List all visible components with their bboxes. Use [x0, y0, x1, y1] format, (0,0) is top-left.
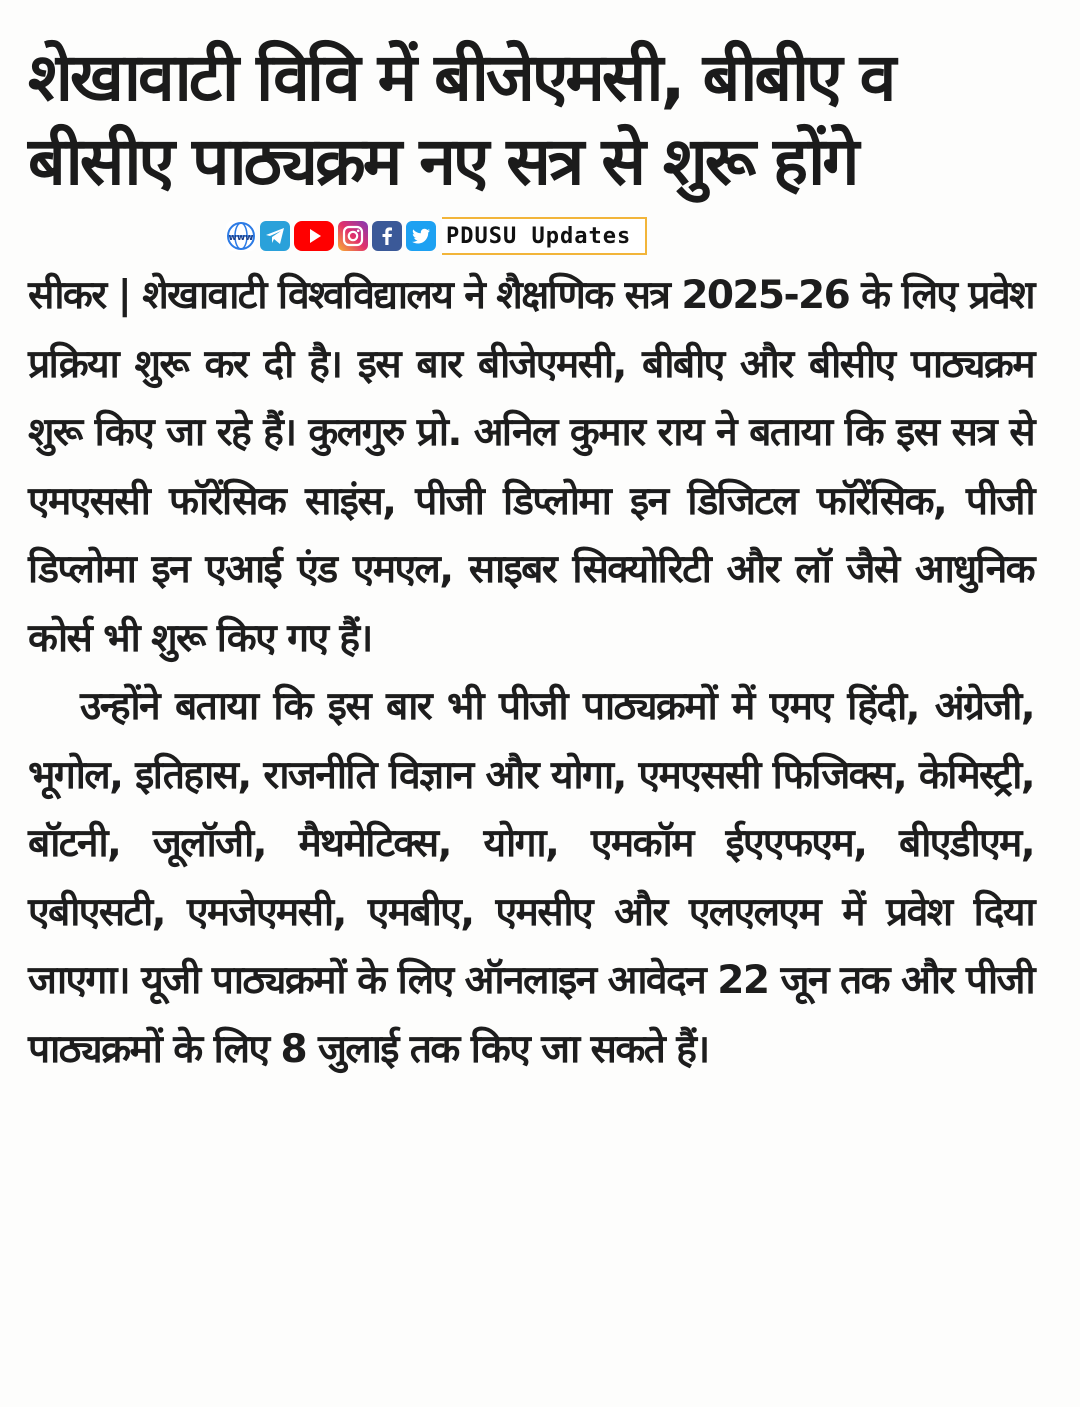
www-text: www: [228, 233, 254, 243]
paragraph-1-text: शेखावाटी विश्वविद्यालय ने शैक्षणिक सत्र 2025-26 के लिए प्रवेश प्रक्रिया शुरू कर दी है। इस बार बीजेएमसी, बीबीए और बीसीए पाठ्यक्रम शुरू किए जा रहे हैं। कुलगुरु प्रो. अनिल कुमार राय ने बताया कि इस सत्र से एमएससी फॉरेंसिक साइंस, पीजी डिप्लोमा इन डिजिटल फॉरेंसिक, पीजी डिप्लोमा इन एआई एंड एमएल, साइबर सिक्योरिटी और लॉ जैसे आधुनिक कोर्स भी शुरू किए गए हैं।: [28, 273, 1034, 661]
headline-line-1: शेखावाटी विवि में बीजेएमसी, बीबीए व: [28, 39, 894, 116]
pdusu-updates-label: PDUSU Updates: [442, 217, 647, 255]
youtube-icon: [294, 221, 334, 251]
globe-www-icon: [226, 221, 256, 251]
headline: [28, 36, 1008, 204]
article-paragraph-1: [28, 262, 1034, 673]
pdusu-watermark: [226, 217, 647, 255]
dateline-separator: |: [117, 273, 131, 318]
telegram-icon: [260, 221, 290, 251]
article-body: [28, 262, 1034, 1084]
instagram-icon: [338, 221, 368, 251]
dateline: सीकर: [28, 273, 106, 318]
headline-line-2: बीसीए पाठ्यक्रम नए सत्र से शुरू होंगे: [28, 123, 857, 200]
article-paragraph-2: उन्होंने बताया कि इस बार भी पीजी पाठ्यक्रमों में एमए हिंदी, अंग्रेजी, भूगोल, इतिहास, राजनीति विज्ञान और योगा, एमएससी फिजिक्स, केमिस्ट्री, बॉटनी, जूलॉजी, मैथमेटिक्स, योगा, एमकॉम ईएएफएम, बीएडीएम, एबीएसटी, एमजेएमसी, एमबीए, एमसीए और एलएलएम में प्रवेश दिया जाएगा। यूजी पाठ्यक्रमों के लिए ऑनलाइन आवेदन 22 जून तक और पीजी पाठ्यक्रमों के लिए 8 जुलाई तक किए जा सकते हैं।: [28, 684, 1034, 1072]
facebook-icon: [372, 221, 402, 251]
twitter-icon: [406, 221, 436, 251]
